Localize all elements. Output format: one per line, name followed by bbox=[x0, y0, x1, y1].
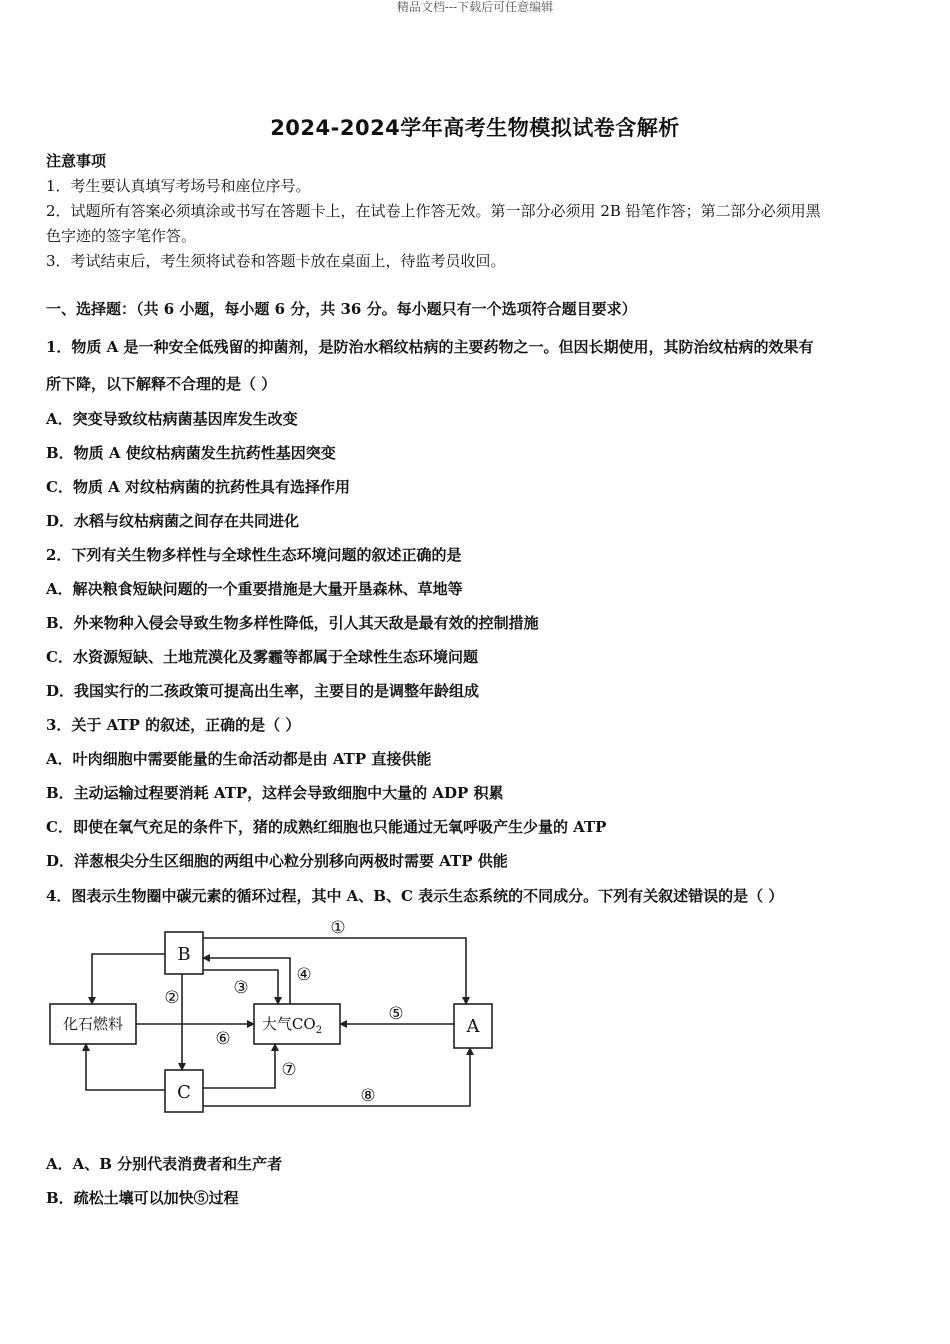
option-c: C．水资源短缺、土地荒漠化及雾霾等都属于全球性生态环境问题 bbox=[46, 648, 478, 666]
notice-item: 1．考生要认真填写考场号和座位序号。 bbox=[46, 177, 311, 195]
option-a: A．解决粮食短缺问题的一个重要措施是大量开垦森林、草地等 bbox=[46, 580, 463, 598]
label-4: ④ bbox=[296, 965, 312, 985]
question-stem: 3．关于 ATP 的叙述，正确的是（ ） bbox=[46, 716, 301, 734]
question-stem: 所下降，以下解释不合理的是（ ） bbox=[46, 375, 277, 393]
notice-heading: 注意事项 bbox=[46, 152, 107, 170]
label-6: ⑥ bbox=[215, 1029, 231, 1049]
question-stem: 2．下列有关生物多样性与全球性生态环境问题的叙述正确的是 bbox=[46, 546, 462, 564]
option-b: B．外来物种入侵会导致生物多样性降低，引人其天敌是最有效的控制措施 bbox=[46, 614, 539, 632]
question-stem: 4．图表示生物圈中碳元素的循环过程，其中 A、B、C 表示生态系统的不同成分。下列有关叙述错误的是（ ） bbox=[46, 887, 784, 905]
option-b: B．主动运输过程要消耗 ATP，这样会导致细胞中大量的 ADP 积累 bbox=[46, 784, 504, 802]
label-8: ⑧ bbox=[360, 1086, 376, 1106]
arrow-7 bbox=[203, 1044, 275, 1088]
option-a: A．叶肉细胞中需要能量的生命活动都是由 ATP 直接供能 bbox=[46, 750, 432, 768]
carbon-cycle-diagram bbox=[40, 912, 510, 1122]
box-a-label: A bbox=[466, 1016, 480, 1037]
option-c: C．物质 A 对纹枯病菌的抗药性具有选择作用 bbox=[46, 478, 351, 496]
header-note: 精品文档---下载后可任意编辑 bbox=[396, 0, 554, 14]
notice-item: 3．考试结束后，考生须将试卷和答题卡放在桌面上，待监考员收回。 bbox=[46, 252, 506, 270]
label-2: ② bbox=[164, 988, 180, 1008]
question-stem: 1．物质 A 是一种安全低残留的抑菌剂，是防治水稻纹枯病的主要药物之一。但因长期使用，其防治纹枯病的效果有 bbox=[46, 338, 814, 356]
arrow-b-fossil bbox=[92, 954, 165, 1004]
option-c: C．即使在氧气充足的条件下，猪的成熟红细胞也只能通过无氧呼吸产生少量的 ATP bbox=[46, 818, 607, 836]
label-1: ① bbox=[330, 918, 346, 938]
arrow-c-fossil bbox=[86, 1044, 165, 1090]
box-c-label: C bbox=[177, 1082, 191, 1103]
box-co2-label: 大气$CO_2$ bbox=[261, 1015, 323, 1036]
label-7: ⑦ bbox=[281, 1060, 297, 1080]
option-d: D．洋葱根尖分生区细胞的两组中心粒分别移向两极时需要 ATP 供能 bbox=[46, 852, 508, 870]
option-b: B．物质 A 使纹枯病菌发生抗药性基因突变 bbox=[46, 444, 336, 462]
label-3: ③ bbox=[233, 978, 249, 998]
arrow-8 bbox=[203, 1048, 470, 1106]
option-d: D．水稻与纹枯病菌之间存在共同进化 bbox=[46, 512, 300, 530]
notice-item: 色字迹的签字笔作答。 bbox=[46, 227, 197, 245]
notice-item: 2．试题所有答案必须填涂或书写在答题卡上，在试卷上作答无效。第一部分必须用 2B 铅笔作答；第二部分必须用黑 bbox=[46, 202, 821, 220]
option-a: A．突变导致纹枯病菌基因库发生改变 bbox=[46, 410, 298, 428]
box-fossil-label: 化石燃料 bbox=[62, 1015, 124, 1033]
page-title: 2024-2024学年高考生物模拟试卷含解析 bbox=[270, 116, 680, 140]
option-d: D．我国实行的二孩政策可提高出生率，主要目的是调整年龄组成 bbox=[46, 682, 480, 700]
option-b: B．疏松土壤可以加快⑤过程 bbox=[46, 1189, 239, 1207]
box-b-label: B bbox=[177, 944, 191, 965]
section-heading: 一、选择题：（共 6 小题，每小题 6 分，共 36 分。每小题只有一个选项符合题目要求） bbox=[46, 300, 637, 318]
option-a: A．A、B 分别代表消费者和生产者 bbox=[46, 1155, 283, 1173]
label-5: ⑤ bbox=[388, 1004, 404, 1024]
